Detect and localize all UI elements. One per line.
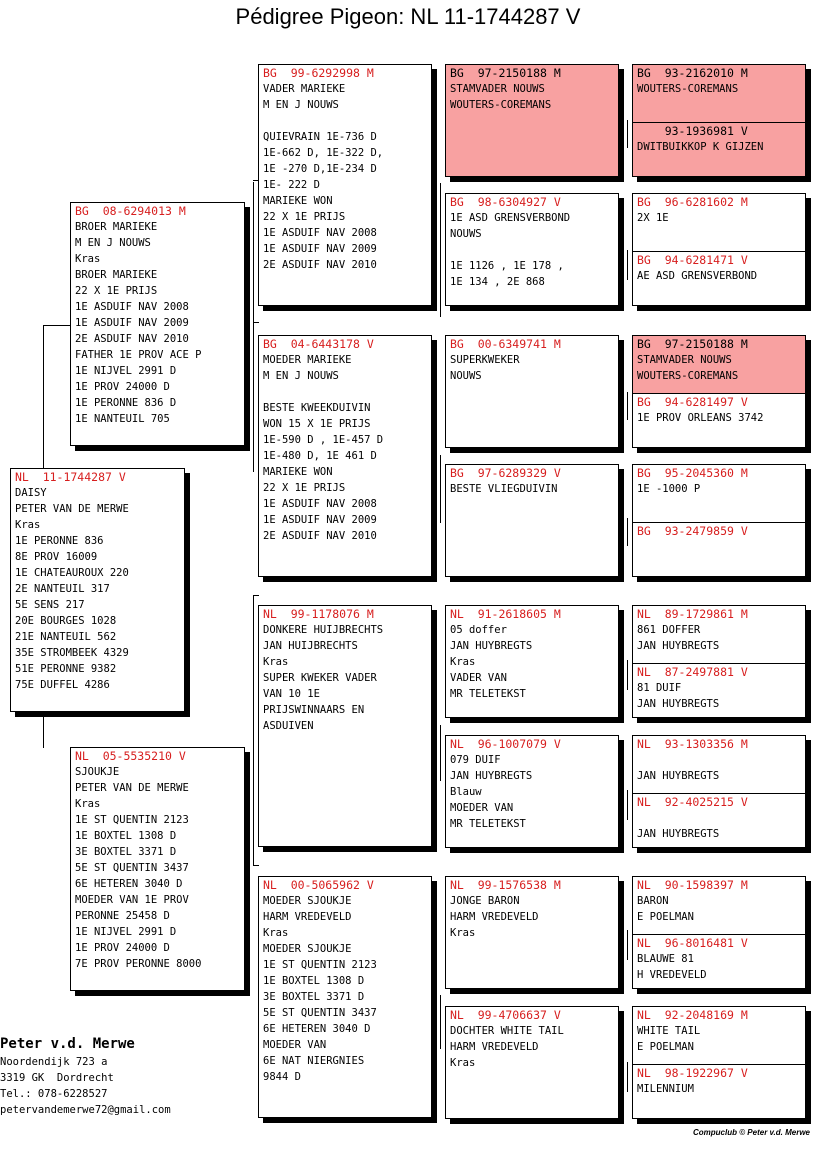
detail-line: DOCHTER WHITE TAIL [450,1025,564,1037]
ring-number: 93-1936981 V [637,124,748,138]
detail-line: 8E PROV 16009 [15,551,98,563]
pigeon-card-mmm[interactable] [445,1006,619,1119]
detail-line: JAN HUYBREGTS [637,698,720,710]
detail-line: 20E BOURGES 1028 [15,615,117,627]
detail-line: MARIEKE WON [263,195,333,207]
pigeon-pair-6 [632,735,806,848]
ring-number: NL 99-1178076 M [263,607,374,621]
pigeon-details [637,410,801,426]
pigeon-card-g9[interactable] [633,606,805,663]
pigeon-card-mff[interactable] [445,605,619,718]
detail-line: HARM VREDEVELD [450,1041,539,1053]
detail-line: Kras [263,656,289,668]
ring-number: NL 98-1922967 V [637,1066,748,1080]
detail-line: 1E ASDUIF NAV 2009 [263,243,377,255]
pigeon-details [15,485,180,693]
owner-city: 3319 GK Dordrecht [0,1072,114,1084]
pigeon-pair-5 [632,605,806,718]
pigeon-pair-7 [632,876,806,989]
connector-line [440,183,441,317]
owner-phone: Tel.: 078-6228527 [0,1088,108,1100]
pigeon-details [450,752,614,832]
detail-line: M EN J NOUWS [263,370,339,382]
pigeon-details [637,752,801,784]
pigeon-details [637,81,801,97]
connector-line [440,725,441,781]
pigeon-card-g15[interactable] [633,1007,805,1064]
detail-line: HARM VREDEVELD [450,911,539,923]
ring-number: NL 96-8016481 V [637,936,748,950]
detail-line: HARM VREDEVELD [263,911,352,923]
ring-number: BG 96-6281602 M [637,195,748,209]
detail-line: BARON [637,895,669,907]
detail-line: 1E ASD GRENSVERBOND [450,212,571,224]
ring-number: NL 99-4706637 V [450,1008,561,1022]
detail-line: VAN 10 1E [263,688,320,700]
pigeon-card-father-father[interactable] [258,64,432,306]
pigeon-details [263,352,427,544]
pigeon-card-fff[interactable] [445,64,619,177]
detail-line: DAISY [15,487,47,499]
ring-number: NL 11-1744287 V [15,470,126,484]
pigeon-card-g2[interactable] [633,122,805,177]
pigeon-card-father-mother[interactable] [258,335,432,577]
ring-number: NL 96-1007079 V [450,737,561,751]
detail-line [450,242,614,258]
pigeon-card-mother[interactable] [70,747,245,991]
detail-line: 5E SENS 217 [15,599,85,611]
detail-line: 1E -270 D,1E-234 D [263,163,377,175]
pigeon-details [263,622,427,734]
pigeon-card-g16[interactable] [633,1064,805,1119]
connector-line [627,250,628,280]
detail-line: 1E- 222 D [263,179,320,191]
pigeon-pair-2 [632,193,806,306]
detail-line: 1E ST QUENTIN 2123 [75,814,189,826]
detail-line: AE ASD GRENSVERBOND [637,270,758,282]
pigeon-pair-4 [632,464,806,577]
ring-number: NL 92-4025215 V [637,795,748,809]
detail-line [637,752,801,768]
detail-line: 1E BOXTEL 1308 D [75,830,177,842]
detail-line: JAN HUYBREGTS [637,640,720,652]
pigeon-details [263,893,427,1085]
pigeon-details [450,622,614,702]
owner-name: Peter v.d. Merwe [0,1036,135,1052]
pigeon-details [637,680,801,712]
detail-line: 1E NIJVEL 2991 D [75,365,177,377]
pigeon-card-subject[interactable] [10,468,185,712]
detail-line: 1E CHATEAUROUX 220 [15,567,129,579]
pigeon-details [75,764,240,972]
detail-line: 1E-480 D, 1E 461 D [263,450,377,462]
ring-number: NL 89-1729861 M [637,607,748,621]
ring-number: BG 99-6292998 M [263,66,374,80]
detail-line: 2E ASDUIF NAV 2010 [75,333,189,345]
detail-line: Kras [75,798,101,810]
pigeon-card-g12[interactable] [633,793,805,848]
pigeon-card-mmf[interactable] [445,876,619,989]
detail-line: 7E PROV PERONNE 8000 [75,958,202,970]
detail-line: JAN HUYBREGTS [637,770,720,782]
detail-line [263,384,427,400]
detail-line: 22 X 1E PRIJS [263,482,346,494]
detail-line: Blauw [450,786,482,798]
connector-line [253,865,259,866]
detail-line: JAN HUIJBRECHTS [263,640,358,652]
detail-line: 21E NANTEUIL 562 [15,631,117,643]
detail-line: 1E ASDUIF NAV 2008 [263,498,377,510]
connector-line [440,995,441,1049]
detail-line: 1E PROV 24000 D [75,942,170,954]
pigeon-details [637,352,801,384]
detail-line: BROER MARIEKE [75,221,158,233]
detail-line: Kras [450,656,476,668]
detail-line: WON 15 X 1E PRIJS [263,418,371,430]
detail-line: 5E ST QUENTIN 3437 [75,862,189,874]
detail-line: Kras [450,927,476,939]
connector-line [627,930,628,960]
pigeon-details [75,219,240,427]
detail-line: Kras [450,1057,476,1069]
detail-line: BESTE KWEEKDUIVIN [263,402,371,414]
pigeon-details [263,81,427,273]
connector-line [43,325,70,326]
detail-line: MOEDER VAN [450,802,514,814]
connector-line [253,322,259,323]
pigeon-card-g8[interactable] [633,522,805,577]
ring-number: BG 94-6281471 V [637,253,748,267]
detail-line: 6E NAT NIERGNIES [263,1055,365,1067]
pigeon-card-g6[interactable] [633,393,805,448]
pigeon-card-father[interactable] [70,202,245,446]
ring-number: BG 97-2150188 M [637,337,748,351]
ring-number: BG 00-6349741 M [450,337,561,351]
pigeon-card-g7[interactable] [633,465,805,522]
detail-line: QUIEVRAIN 1E-736 D [263,131,377,143]
pigeon-card-g14[interactable] [633,934,805,989]
pigeon-card-g13[interactable] [633,877,805,934]
pigeon-details [637,951,801,983]
detail-line: BLAUWE 81 [637,953,694,965]
detail-line: MR TELETEKST [450,688,526,700]
detail-line: JONGE BARON [450,895,520,907]
ring-number: BG 08-6294013 M [75,204,186,218]
connector-line [253,595,259,596]
detail-line: 1E PROV ORLEANS 3742 [637,412,764,424]
ring-number: NL 00-5065962 V [263,878,374,892]
detail-line: 861 DOFFER [637,624,701,636]
owner-block [0,1034,171,1118]
detail-line: VADER VAN [450,672,507,684]
detail-line: PRIJSWINNAARS EN [263,704,365,716]
pigeon-details [450,81,614,113]
pigeon-details [637,622,801,654]
detail-line: 9844 D [263,1071,301,1083]
ring-number: NL 90-1598397 M [637,878,748,892]
page-title: Pédigree Pigeon: NL 11-1744287 V [235,4,581,29]
pigeon-card-g11[interactable] [633,736,805,793]
connector-line [627,392,628,420]
detail-line: VADER MARIEKE [263,83,346,95]
pigeon-card-fmf[interactable] [445,335,619,448]
connector-line [43,325,44,470]
detail-line: 1E NIJVEL 2991 D [75,926,177,938]
detail-line: 6E HETEREN 3040 D [263,1023,371,1035]
detail-line: MARIEKE WON [263,466,333,478]
detail-line: WOUTERS-COREMANS [450,99,552,111]
detail-line: 5E ST QUENTIN 3437 [263,1007,377,1019]
detail-line: DONKERE HUIJBRECHTS [263,624,384,636]
pigeon-details [637,1023,801,1055]
detail-line: 079 DUIF [450,754,501,766]
detail-line: SUPER KWEKER VADER [263,672,377,684]
detail-line: MOEDER VAN [263,1039,327,1051]
detail-line: STAMVADER NOUWS [637,354,732,366]
detail-line: PETER VAN DE MERWE [75,782,189,794]
ring-number: NL 93-1303356 M [637,737,748,751]
detail-line: 05 doffer [450,624,507,636]
pigeon-details [450,1023,614,1071]
detail-line: BROER MARIEKE [75,269,158,281]
pigeon-card-g4[interactable] [633,251,805,306]
detail-line: WOUTERS-COREMANS [637,83,739,95]
detail-line [637,810,801,826]
detail-line: 81 DUIF [637,682,682,694]
detail-line: 2E ASDUIF NAV 2010 [263,259,377,271]
detail-line: 1E PERONNE 836 D [75,397,177,409]
ring-number: BG 93-2479859 V [637,524,748,538]
detail-line: Kras [15,519,41,531]
footer-credit: Compuclub © Peter v.d. Merwe [692,1128,810,1137]
detail-line: 1E PROV 24000 D [75,381,170,393]
detail-line: 35E STROMBEEK 4329 [15,647,129,659]
detail-line [263,113,427,129]
detail-line: E POELMAN [637,1041,694,1053]
detail-line: 1E ASDUIF NAV 2009 [263,514,377,526]
detail-line: JAN HUYBREGTS [450,640,533,652]
detail-line: 2E NANTEUIL 317 [15,583,110,595]
connector-line [253,595,254,865]
ring-number: BG 98-6304927 V [450,195,561,209]
ring-number: BG 97-6289329 V [450,466,561,480]
detail-line: PETER VAN DE MERWE [15,503,129,515]
connector-line [627,1062,628,1092]
detail-line: DWITBUIKKOP K GIJZEN [637,141,764,153]
connector-line [627,120,628,148]
pigeon-details [637,210,801,226]
detail-line: MOEDER SJOUKJE [263,943,352,955]
detail-line: NOUWS [450,228,482,240]
detail-line: BESTE VLIEGDUIVIN [450,483,558,495]
pigeon-details [637,1081,801,1097]
detail-line: JAN HUYBREGTS [637,828,720,840]
ring-number: BG 95-2045360 M [637,466,748,480]
detail-line: 1E 1126 , 1E 178 , [450,260,564,272]
pigeon-pair-3 [632,335,806,448]
detail-line: 1E ASDUIF NAV 2009 [75,317,189,329]
detail-line: 51E PERONNE 9382 [15,663,117,675]
detail-line: MOEDER SJOUKJE [263,895,352,907]
detail-line: WHITE TAIL [637,1025,701,1037]
ring-number: BG 93-2162010 M [637,66,748,80]
detail-line: 22 X 1E PRIJS [75,285,158,297]
detail-line: M EN J NOUWS [263,99,339,111]
detail-line: 1E NANTEUIL 705 [75,413,170,425]
detail-line: ASDUIVEN [263,720,314,732]
pigeon-card-g3[interactable] [633,194,805,251]
detail-line: H VREDEVELD [637,969,707,981]
detail-line: SJOUKJE [75,766,120,778]
pigeon-card-mfm[interactable] [445,735,619,848]
pigeon-details [637,139,801,155]
detail-line: Kras [263,927,289,939]
detail-line: Kras [75,253,101,265]
detail-line: 1E ASDUIF NAV 2008 [263,227,377,239]
connector-line [627,518,628,546]
detail-line: 3E BOXTEL 3371 D [75,846,177,858]
pigeon-details [637,810,801,842]
detail-line: 2E ASDUIF NAV 2010 [263,530,377,542]
detail-line: NOUWS [450,370,482,382]
connector-line [627,790,628,820]
pigeon-card-mother-father[interactable] [258,605,432,847]
ring-number: BG 04-6443178 V [263,337,374,351]
detail-line: STAMVADER NOUWS [450,83,545,95]
detail-line: E POELMAN [637,911,694,923]
detail-line: 1E PERONNE 836 [15,535,104,547]
detail-line: PERONNE 25458 D [75,910,170,922]
detail-line: 1E 134 , 2E 868 [450,276,545,288]
connector-line [253,182,254,472]
detail-line: 6E HETEREN 3040 D [75,878,183,890]
detail-line: MOEDER VAN 1E PROV [75,894,189,906]
pigeon-pair-1 [632,64,806,177]
pigeon-card-mother-mother[interactable] [258,876,432,1118]
ring-number: NL 91-2618605 M [450,607,561,621]
pigeon-details [637,481,801,497]
pigeon-details [450,481,614,497]
pigeon-details [637,893,801,925]
pigeon-card-fmm[interactable] [445,464,619,577]
detail-line: WOUTERS-COREMANS [637,370,739,382]
detail-line: 1E-590 D , 1E-457 D [263,434,384,446]
detail-line: 1E ST QUENTIN 2123 [263,959,377,971]
connector-line [440,455,441,523]
detail-line: 22 X 1E PRIJS [263,211,346,223]
pigeon-pair-8 [632,1006,806,1119]
pigeon-details [450,210,614,290]
detail-line: MILENNIUM [637,1083,694,1095]
detail-line: 3E BOXTEL 3371 D [263,991,365,1003]
pigeon-card-g5[interactable] [633,336,805,393]
owner-address: Noordendijk 723 a [0,1056,108,1068]
ring-number: NL 05-5535210 V [75,749,186,763]
detail-line: 1E-662 D, 1E-322 D, [263,147,384,159]
ring-number: NL 87-2497881 V [637,665,748,679]
pigeon-details [637,268,801,284]
detail-line: 1E -1000 P [637,483,701,495]
connector-line [43,712,44,748]
detail-line: MR TELETEKST [450,818,526,830]
ring-number: BG 94-6281497 V [637,395,748,409]
detail-line: M EN J NOUWS [75,237,151,249]
pigeon-details [450,893,614,941]
pigeon-card-g10[interactable] [633,663,805,718]
detail-line: 2X 1E [637,212,669,224]
connector-line [627,660,628,690]
pigeon-details [450,352,614,384]
detail-line: 1E BOXTEL 1308 D [263,975,365,987]
detail-line: SUPERKWEKER [450,354,520,366]
detail-line: 75E DUFFEL 4286 [15,679,110,691]
detail-line: 1E ASDUIF NAV 2008 [75,301,189,313]
detail-line: JAN HUYBREGTS [450,770,533,782]
ring-number: NL 99-1576538 M [450,878,561,892]
pigeon-card-g1[interactable] [633,65,805,122]
detail-line: MOEDER MARIEKE [263,354,352,366]
detail-line: FATHER 1E PROV ACE P [75,349,202,361]
pigeon-card-ffm[interactable] [445,193,619,306]
owner-email[interactable]: petervandemerwe72@gmail.com [0,1104,171,1116]
ring-number: BG 97-2150188 M [450,66,561,80]
ring-number: NL 92-2048169 M [637,1008,748,1022]
